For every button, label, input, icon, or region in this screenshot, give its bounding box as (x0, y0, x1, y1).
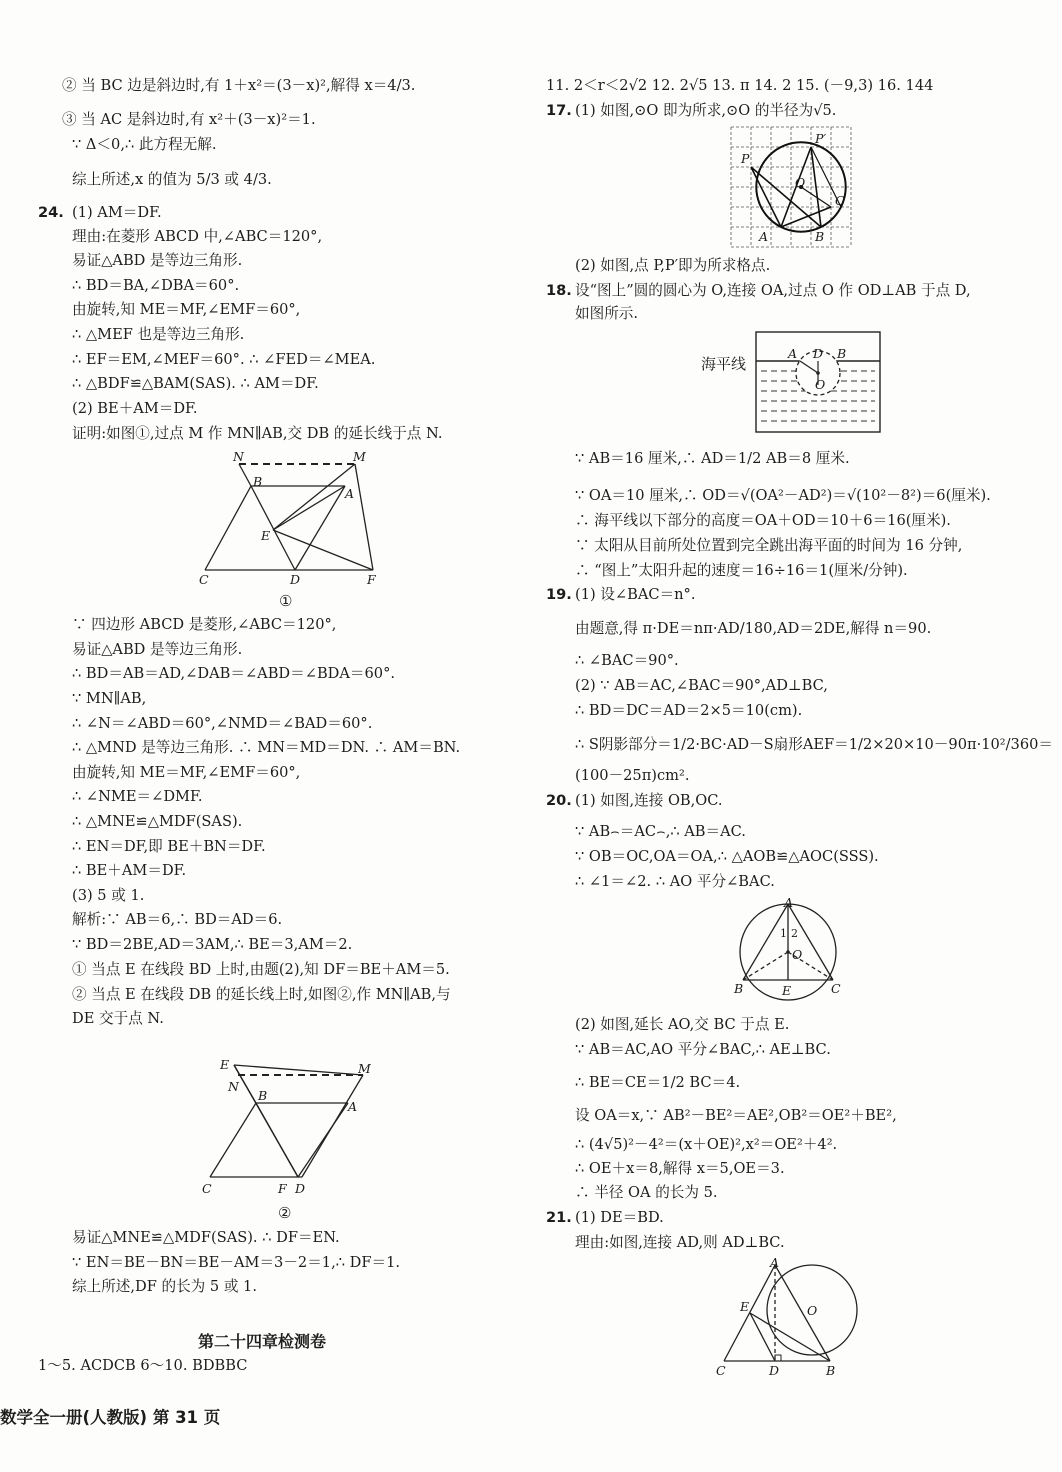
figure-q18-sea (755, 331, 882, 433)
label-B: B (837, 346, 847, 361)
figure-2 (198, 1055, 383, 1225)
text-line: ∴ OE＋x＝8,解得 x＝5,OE＝3. (575, 1160, 785, 1177)
text-line: ∵ AB＝16 厘米,∴ AD＝1/2 AB＝8 厘米. (575, 450, 850, 467)
label-A: A (784, 895, 794, 910)
text-line: ∴ 半径 OA 的长为 5. (575, 1184, 718, 1201)
mc-answers: 1～5. ACDCB 6～10. BDBBC (38, 1357, 248, 1374)
text-line: 理由:在菱形 ABCD 中,∠ABC＝120°, (72, 228, 323, 245)
text-line: ② 当点 E 在线段 DB 的延长线上时,如图②,作 MN∥AB,与 (72, 986, 451, 1003)
text-line: ∴ BD＝DC＝AD＝2×5＝10(cm). (575, 702, 803, 719)
figure-1 (195, 446, 395, 611)
label-P: P (741, 151, 750, 166)
label-A: A (788, 346, 798, 361)
label-A: A (759, 229, 769, 244)
section-title: 第二十四章检测卷 (198, 1332, 327, 1351)
text-line: (1) 如图,连接 OB,OC. (575, 792, 723, 809)
label-C: C (716, 1363, 726, 1378)
label-E: E (220, 1057, 230, 1072)
label-B: B (826, 1363, 836, 1378)
question-number: 20. (546, 792, 572, 809)
text-line: ∴ △MNE≌△MDF(SAS). (72, 813, 243, 830)
text-line: ∵ OA＝10 厘米,∴ OD＝√(OA²－AD²)＝√(10²－8²)＝6(厘米). (575, 487, 991, 504)
text-line: ∵ BD＝2BE,AD＝3AM,∴ BE＝3,AM＝2. (72, 936, 353, 953)
label-B: B (258, 1088, 268, 1103)
text-line: 由题意,得 π·DE＝nπ·AD/180,AD＝2DE,解得 n＝90. (575, 620, 932, 637)
text-line: ∵ MN∥AB, (72, 690, 147, 707)
label-A: A (770, 1255, 780, 1270)
figure-q17-grid (731, 127, 856, 249)
text-line: (100－25π)cm². (575, 767, 690, 784)
label-C: C (199, 572, 209, 587)
text-line: (2) 如图,点 P,P′即为所求格点. (575, 257, 771, 274)
label-C: C (835, 193, 845, 208)
text-line: ∵ AB＝AC,AO 平分∠BAC,∴ AE⊥BC. (575, 1041, 831, 1058)
text-line: ∵ 四边形 ABCD 是菱形,∠ABC＝120°, (72, 616, 337, 633)
text-line: ∴ EN＝DF,即 BE＋BN＝DF. (72, 838, 266, 855)
label-O: O (792, 947, 803, 962)
label-N: N (233, 449, 244, 464)
text-line: ∴ ∠BAC＝90°. (575, 652, 679, 669)
sea-label: 海平线 (701, 355, 747, 373)
text-line: ∵ OB＝OC,OA＝OA,∴ △AOB≌△AOC(SSS). (575, 848, 879, 865)
text-line: ∵ 太阳从目前所处位置到完全跳出海平面的时间为 16 分钟, (575, 537, 963, 554)
text-line: DE 交于点 N. (72, 1010, 164, 1027)
label-E: E (782, 983, 792, 998)
text-line: (2) 如图,延长 AO,交 BC 于点 E. (575, 1016, 790, 1033)
label-B: B (815, 229, 825, 244)
text-line: 由旋转,知 ME＝MF,∠EMF＝60°, (72, 301, 301, 318)
label-F: F (367, 572, 376, 587)
label-E: E (261, 528, 271, 543)
text-line: ∴ △MEF 也是等边三角形. (72, 326, 245, 343)
label-angle-1: 1 (780, 927, 787, 940)
text-line: 易证△ABD 是等边三角形. (72, 252, 243, 269)
label-F: F (278, 1181, 287, 1196)
label-C: C (202, 1181, 212, 1196)
text-line: ∴ EF＝EM,∠MEF＝60°. ∴ ∠FED＝∠MEA. (72, 351, 376, 368)
text-line: 设 OA＝x,∵ AB²－BE²＝AE²,OB²＝OE²＋BE², (575, 1107, 897, 1124)
figure-caption: ② (278, 1204, 292, 1222)
text-line: 易证△ABD 是等边三角形. (72, 641, 243, 658)
text-line: ∵ Δ＜0,∴ 此方程无解. (72, 136, 217, 153)
label-P-prime: P′ (815, 131, 827, 146)
label-angle-2: 2 (791, 927, 798, 940)
text-line: (1) 如图,⊙O 即为所求,⊙O 的半径为√5. (575, 102, 837, 119)
text-line: (1) DE＝BD. (575, 1209, 664, 1226)
fill-answers: 11. 2＜r＜2√2 12. 2√5 13. π 14. 2 15. (－9,3) 16. 144 (546, 77, 934, 94)
text-line: 解析:∵ AB＝6,∴ BD＝AD＝6. (72, 911, 283, 928)
figure-caption: ① (279, 592, 293, 610)
label-O: O (795, 175, 806, 190)
text-line: 证明:如图①,过点 M 作 MN∥AB,交 DB 的延长线于点 N. (72, 425, 443, 442)
label-M: M (353, 449, 366, 464)
text-line: ∴ △MND 是等边三角形. ∴ MN＝MD＝DN. ∴ AM＝BN. (72, 739, 461, 756)
text-line: ∴ BD＝BA,∠DBA＝60°. (72, 277, 240, 294)
label-E: E (740, 1299, 750, 1314)
question-number: 24. (38, 204, 64, 221)
text-line: ∴ ∠1＝∠2. ∴ AO 平分∠BAC. (575, 873, 775, 890)
text-line: (1) 设∠BAC＝n°. (575, 586, 696, 603)
text-line: ∵ AB⌢＝AC⌢,∴ AB＝AC. (575, 823, 746, 840)
text-line: (1) AM＝DF. (72, 204, 162, 221)
label-A: A (348, 1099, 358, 1114)
text-line: 设“图上”圆的圆心为 O,连接 OA,过点 O 作 OD⊥AB 于点 D, (575, 282, 971, 299)
question-number: 17. (546, 102, 572, 119)
text-line: 综上所述,x 的值为 5/3 或 4/3. (72, 171, 272, 188)
text-line: 综上所述,DF 的长为 5 或 1. (72, 1278, 257, 1295)
label-A: A (345, 486, 355, 501)
figure-q21 (712, 1255, 862, 1380)
label-B: B (253, 474, 263, 489)
text-line: ∴ “图上”太阳升起的速度＝16÷16＝1(厘米/分钟). (575, 562, 908, 579)
question-number: 19. (546, 586, 572, 603)
text-line: ∴ ∠NME＝∠DMF. (72, 788, 203, 805)
label-D: D (769, 1363, 780, 1378)
label-D: D (295, 1181, 306, 1196)
label-N: N (228, 1079, 239, 1094)
question-number: 18. (546, 282, 572, 299)
text-line: ∴ S阴影部分＝1/2·BC·AD－S扇形AEF＝1/2×20×10－90π·10²/360＝ (575, 736, 1054, 753)
text-line: ∴ BE＋AM＝DF. (72, 862, 187, 879)
text-line: ∴ ∠N＝∠ABD＝60°,∠NMD＝∠BAD＝60°. (72, 715, 373, 732)
label-O: O (815, 377, 826, 392)
text-line: 如图所示. (575, 305, 639, 322)
question-number: 21. (546, 1209, 572, 1226)
text-line: ∴ △BDF≌△BAM(SAS). ∴ AM＝DF. (72, 375, 319, 392)
text-line: (3) 5 或 1. (72, 887, 145, 904)
label-M: M (358, 1061, 371, 1076)
text-line: ∴ BE＝CE＝1/2 BC＝4. (575, 1074, 741, 1091)
text-line: 理由:如图,连接 AD,则 AD⊥BC. (575, 1234, 785, 1251)
label-O: O (807, 1303, 818, 1318)
text-line: (2) ∵ AB＝AC,∠BAC＝90°,AD⊥BC, (575, 677, 828, 694)
text-line: 易证△MNE≌△MDF(SAS). ∴ DF＝EN. (72, 1229, 340, 1246)
label-C: C (831, 981, 841, 996)
text-line: ② 当 BC 边是斜边时,有 1＋x²＝(3－x)²,解得 x＝4/3. (62, 77, 416, 94)
figure-q20 (732, 895, 847, 1003)
page-footer: 数学全一册(人教版) 第 31 页 (0, 1408, 221, 1427)
text-line: ∴ BD＝AB＝AD,∠DAB＝∠ABD＝∠BDA＝60°. (72, 665, 396, 682)
text-line: ∴ (4√5)²－4²＝(x＋OE)²,x²＝OE²＋4². (575, 1136, 838, 1153)
text-line: ① 当点 E 在线段 BD 上时,由题(2),知 DF＝BE＋AM＝5. (72, 961, 450, 978)
text-line: ∵ EN＝BE－BN＝BE－AM＝3－2＝1,∴ DF＝1. (72, 1254, 400, 1271)
label-D: D (290, 572, 301, 587)
label-B: B (734, 981, 744, 996)
text-line: 由旋转,知 ME＝MF,∠EMF＝60°, (72, 764, 301, 781)
text-line: ③ 当 AC 是斜边时,有 x²＋(3－x)²＝1. (62, 111, 316, 128)
label-D: D (813, 346, 824, 361)
text-line: (2) BE＋AM＝DF. (72, 400, 198, 417)
text-line: ∴ 海平线以下部分的高度＝OA＋OD＝10＋6＝16(厘米). (575, 512, 951, 529)
